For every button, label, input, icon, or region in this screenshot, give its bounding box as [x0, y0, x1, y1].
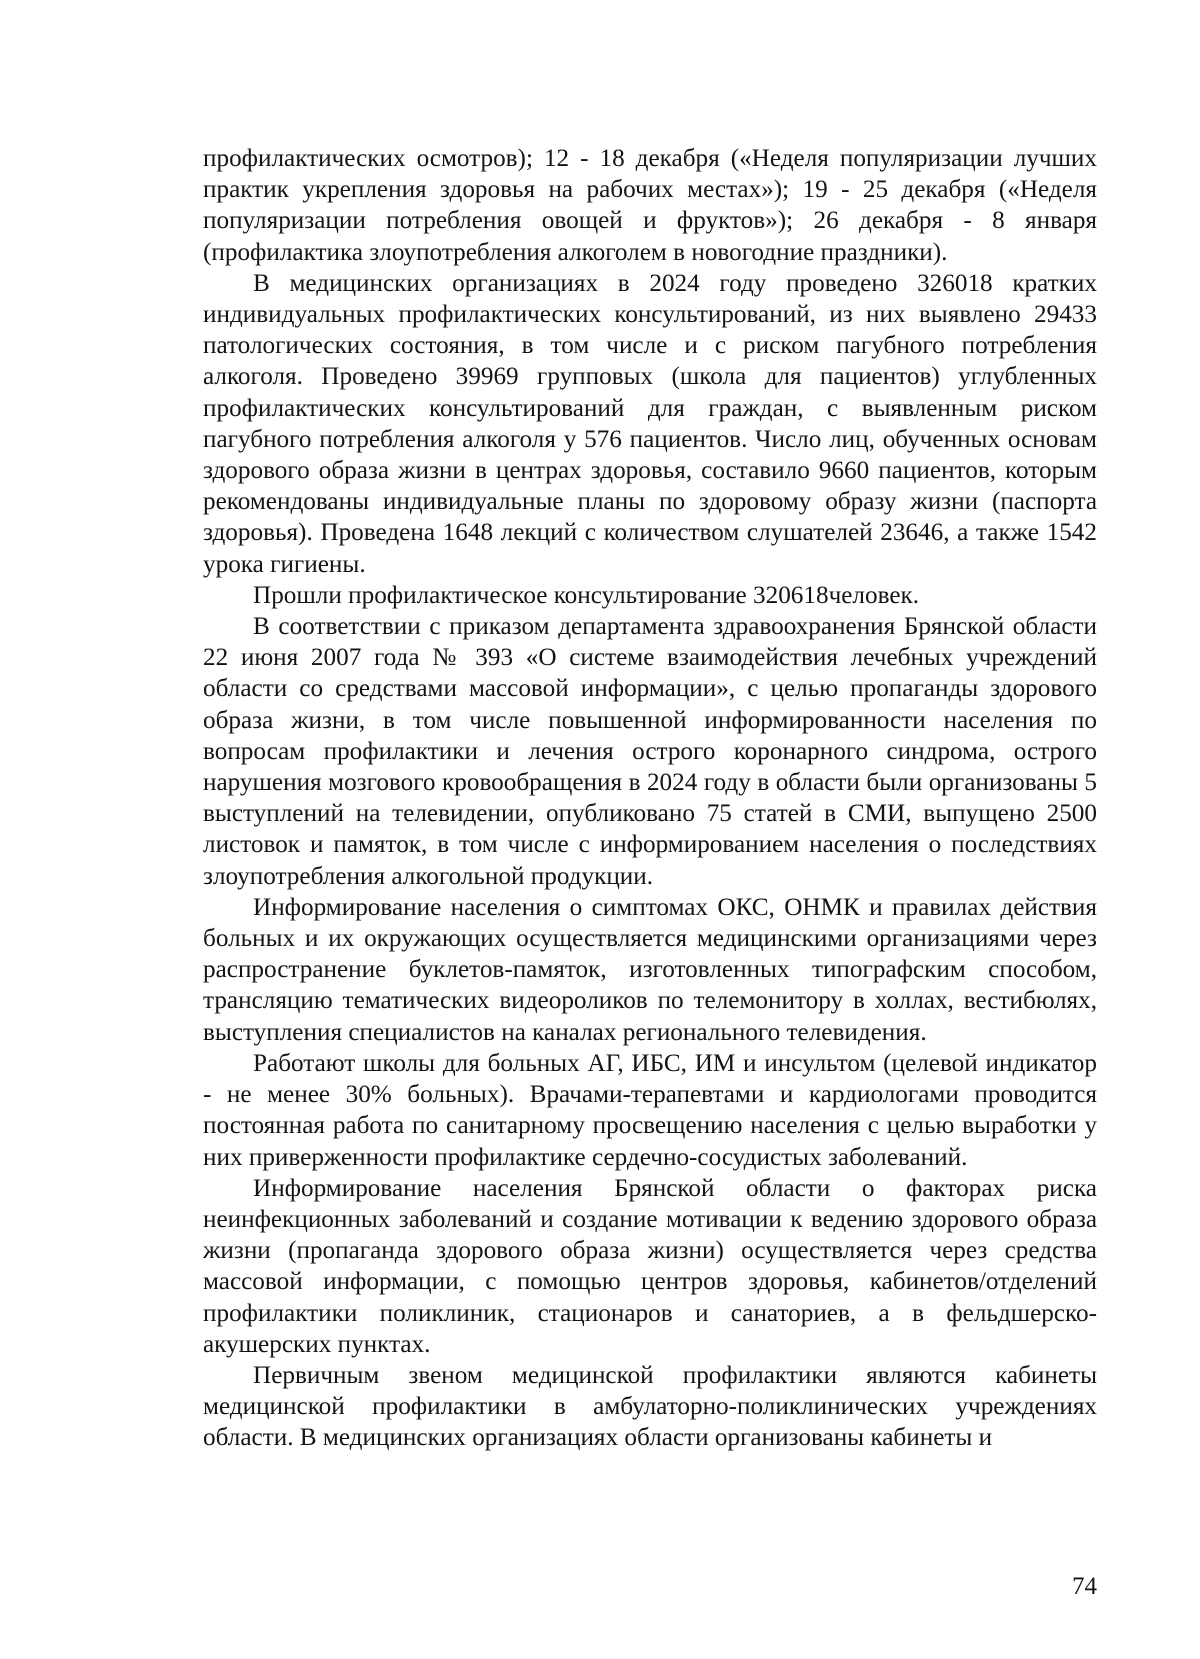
paragraph-primary-link: Первичным звеном медицинской профилактики являются кабинеты медицинской профилактики в амбулаторно-поликлинических учреждениях области. В медицинских организациях области организованы кабинеты и — [203, 1361, 1097, 1452]
paragraph-consultation-total: Прошли профилактическое консультирование 320618человек. — [253, 581, 920, 609]
paragraph-media-order: В соответствии с приказом департамента здравоохранения Брянской области 22 июня 2007 года № 393 «О системе взаимодействия лечебных учреждений области со средствами массовой информации», с целью пропаганды здорового образа жизни, в том числе повышенной информированности населения по вопросам профилактики и лечения острого коронарного синдрома, острого нарушения мозгового кровообращения в 2024 году в области были организованы 5 выступлений на телевидении, опубликовано 75 статей в СМИ, выпущено 2500 листовок и памяток, в том числе с информированием населения о последствиях злоупотребления алкогольной продукции. — [203, 613, 1097, 890]
paragraph-continuation: профилактических осмотров); 12 - 18 декабря («Неделя популяризации лучших практик укрепления здоровья на рабочих местах»); 19 - 25 декабря («Неделя популяризации потребления овощей и фруктов»); 26 декабря - 8 января (профилактика злоупотребления алкоголем в новогодние праздники). — [203, 145, 1097, 266]
paragraph-consultations: В медицинских организациях в 2024 году проведено 326018 кратких индивидуальных профилактических консультирований, из них выявлено 29433 патологических состояния, в том числе и с риском пагубного потребления алкоголя. Проведено 39969 групповых (школа для пациентов) углубленных профилактических консультирований для граждан, с выявленным риском пагубного потребления алкоголя у 576 пациентов. Число лиц, обученных основам здорового образа жизни в центрах здоровья, составило 9660 пациентов, которым рекомендованы индивидуальные планы по здоровому образу жизни (паспорта здоровья). Проведена 1648 лекций с количеством слушателей 23646, а также 1542 урока гигиены. — [203, 269, 1097, 578]
page-number: 74 — [1072, 1573, 1097, 1600]
body-text — [203, 143, 1097, 1454]
paragraph-symptoms-informing: Информирование населения о симптомах ОКС, ОНМК и правилах действия больных и их окружающих осуществляется медицинскими организациями через распространение буклетов-памяток, изготовленных типографским способом, трансляцию тематических видеороликов по телемонитору в холлах, вестибюлях, выступления специалистов на каналах регионального телевидения. — [203, 893, 1097, 1046]
paragraph-schools: Работают школы для больных АГ, ИБС, ИМ и инсультом (целевой индикатор - не менее 30% больных). Врачами-терапевтами и кардиологами проводится постоянная работа по санитарному просвещению населения с целью выработки у них приверженности профилактике сердечно-сосудистых заболеваний. — [203, 1049, 1097, 1171]
paragraph-risk-factors: Информирование населения Брянской области о факторах риска неинфекционных заболеваний и создание мотивации к ведению здорового образа жизни (пропаганда здорового образа жизни) осуществляется через средства массовой информации, с помощью центров здоровья, кабинетов/отделений профилактики поликлиник, стационаров и санаториев, а в фельдшерско-акушерских пунктах. — [203, 1174, 1097, 1358]
